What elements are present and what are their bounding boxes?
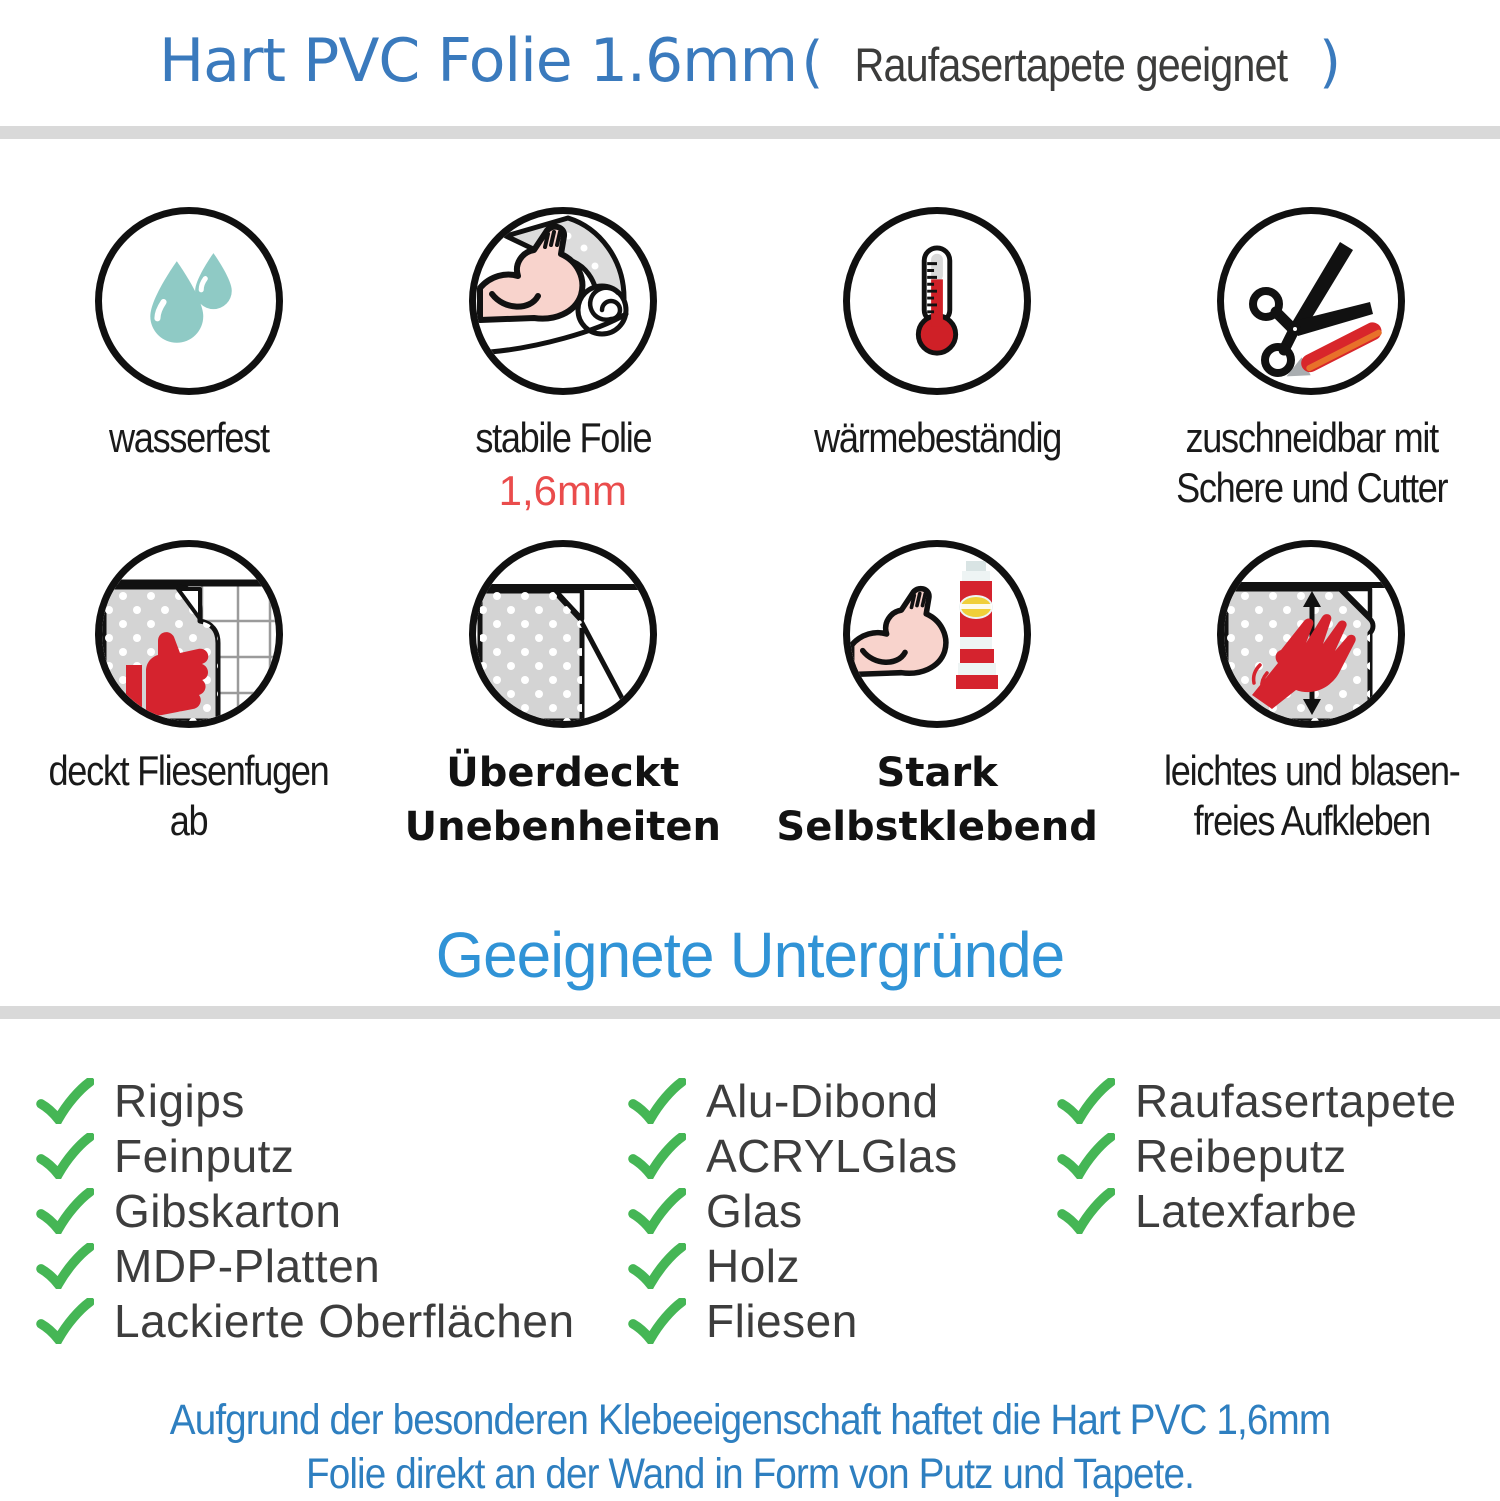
check-icon: [36, 1078, 94, 1124]
feature-cuttable: [1125, 207, 1498, 513]
water-drops-icon: [95, 207, 283, 395]
list-item: [1057, 1185, 1477, 1237]
scissors-cutter-icon: [1217, 207, 1405, 395]
check-icon: [628, 1078, 686, 1124]
feature-label-line: wasserfest: [108, 414, 269, 461]
title-note: Raufasertapete geeignet: [854, 38, 1288, 91]
surface-label: Fliesen: [706, 1295, 858, 1347]
check-icon: [628, 1188, 686, 1234]
divider-top: [0, 126, 1500, 139]
footer-line-2: Folie direkt an der Wand in Form von Putz und Tapete.: [305, 1450, 1195, 1498]
surface-label: Raufasertapete: [1135, 1075, 1457, 1127]
feature-covers-tile-joints: [2, 540, 375, 846]
list-item: [36, 1130, 628, 1182]
list-item: [36, 1075, 628, 1127]
surface-label: ACRYLGlas: [706, 1130, 958, 1182]
title-paren-open: (: [801, 30, 824, 95]
feature-row-1: [0, 207, 1500, 540]
surface-label: Glas: [706, 1185, 803, 1237]
surface-label: Reibeputz: [1135, 1130, 1347, 1182]
foil-covers-bumps-icon: [469, 540, 657, 728]
feature-heat-resistant: [751, 207, 1124, 463]
feature-label-line: zuschneidbar mit: [1185, 414, 1438, 461]
feature-label-line: Selbstklebend: [776, 804, 1098, 850]
list-item: [1057, 1075, 1477, 1127]
feature-label-line: Überdeckt: [446, 750, 680, 796]
thermometer-icon: [843, 207, 1031, 395]
strong-arm-foil-icon: [469, 207, 657, 395]
feature-row-2: [0, 540, 1500, 854]
list-item: [36, 1240, 628, 1292]
check-icon: [36, 1133, 94, 1179]
surfaces-list: [0, 1019, 1500, 1347]
list-item: [628, 1185, 1057, 1237]
check-icon: [1057, 1188, 1115, 1234]
feature-covers-bumps: [376, 540, 749, 854]
surfaces-heading: Geeignete Untergründe: [435, 919, 1065, 991]
surface-label: Rigips: [114, 1075, 245, 1127]
title-paren-close: ): [1319, 30, 1342, 95]
list-item: [628, 1295, 1057, 1347]
list-item: [36, 1185, 628, 1237]
surfaces-column-3: [1057, 1075, 1477, 1237]
surface-label: MDP-Platten: [114, 1240, 381, 1292]
feature-label-line: freies Aufkleben: [1193, 797, 1430, 844]
check-icon: [628, 1243, 686, 1289]
feature-bubble-free: [1125, 540, 1498, 846]
divider-surfaces: [0, 1006, 1500, 1019]
surface-label: Feinputz: [114, 1130, 295, 1182]
surfaces-column-1: [36, 1075, 628, 1347]
surface-label: Holz: [706, 1240, 801, 1292]
check-icon: [628, 1298, 686, 1344]
feature-label-line: Unebenheiten: [404, 804, 722, 850]
feature-strong-adhesive: [751, 540, 1124, 854]
tile-joints-thumb-icon: [95, 540, 283, 728]
surface-label: Gibskarton: [114, 1185, 342, 1237]
check-icon: [1057, 1133, 1115, 1179]
footer-line-1: Aufgrund der besonderen Klebeeigenschaft haftet die Hart PVC 1,6mm: [169, 1396, 1331, 1444]
feature-label-line: leichtes und blasen-: [1163, 747, 1460, 794]
feature-label-line: deckt Fliesenfugen ab: [48, 747, 329, 844]
list-item: [628, 1240, 1057, 1292]
feature-label-line: Stark: [876, 750, 998, 796]
feature-stable-foil: [376, 207, 749, 515]
check-icon: [36, 1243, 94, 1289]
list-item: [628, 1130, 1057, 1182]
feature-waterproof: [2, 207, 375, 463]
strong-adhesive-icon: [843, 540, 1031, 728]
surface-label: Latexfarbe: [1135, 1185, 1358, 1237]
feature-sublabel: 1,6mm: [498, 467, 627, 514]
check-icon: [36, 1188, 94, 1234]
surface-label: Lackierte Oberflächen: [114, 1295, 575, 1347]
list-item: [36, 1295, 628, 1347]
surfaces-column-2: [628, 1075, 1057, 1347]
feature-label-line: Schere und Cutter: [1175, 464, 1448, 511]
page-header: [0, 0, 1500, 96]
footer-note: [0, 1393, 1500, 1501]
check-icon: [628, 1133, 686, 1179]
page-title: Hart PVC Folie 1.6mm: [158, 26, 798, 96]
list-item: [1057, 1130, 1477, 1182]
feature-label-line: wärmebeständig: [813, 414, 1061, 461]
feature-label-line: stabile Folie: [474, 414, 651, 461]
surface-label: Alu-Dibond: [706, 1075, 939, 1127]
list-item: [628, 1075, 1057, 1127]
bubble-free-hand-icon: [1217, 540, 1405, 728]
check-icon: [1057, 1078, 1115, 1124]
check-icon: [36, 1298, 94, 1344]
